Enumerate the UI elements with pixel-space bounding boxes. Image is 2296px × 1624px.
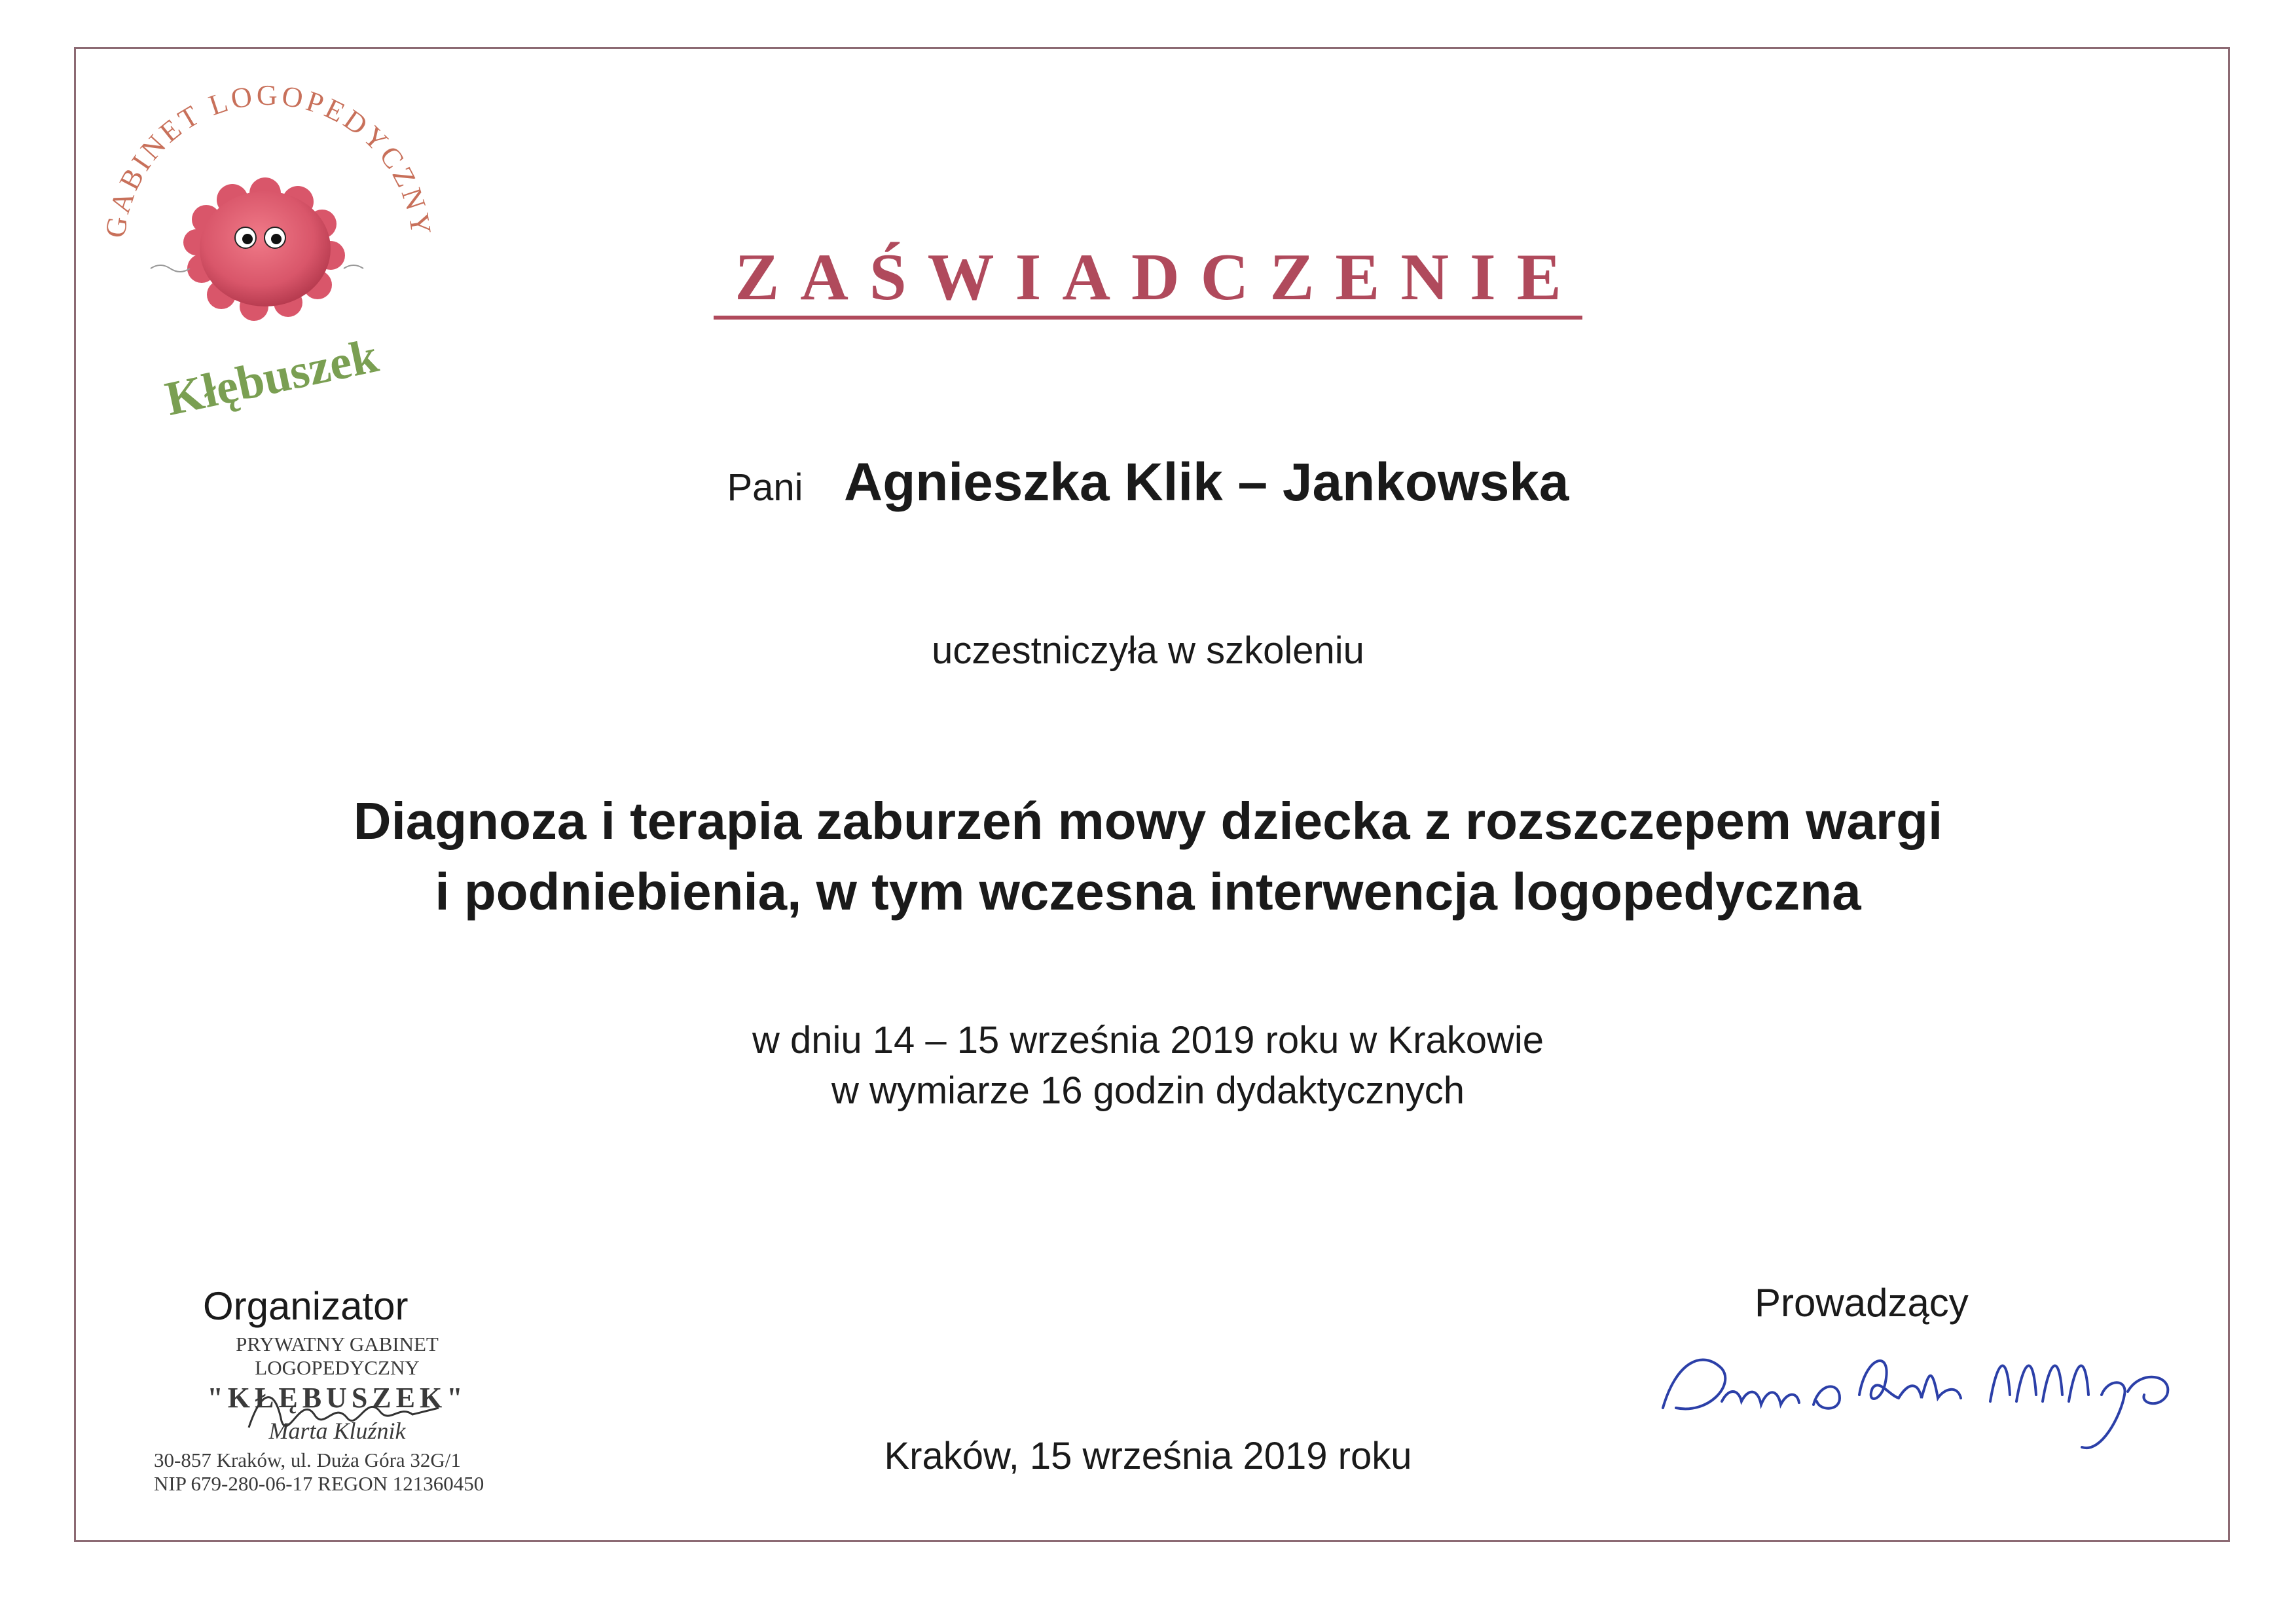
course-title-line-2: i podniebienia, w tym wczesna interwencja logopedyczna xyxy=(435,862,1861,921)
recipient-prefix: Pani xyxy=(727,466,803,509)
course-date-location: w dniu 14 – 15 września 2019 roku w Krakowie xyxy=(752,1019,1544,1061)
stamp-line-4: 30-857 Kraków, ul. Duża Góra 32G/1 xyxy=(154,1449,461,1471)
place-and-date: Kraków, 15 września 2019 roku xyxy=(884,1435,1412,1477)
organizer-label: Organizator xyxy=(203,1284,409,1328)
course-hours: w wymiarze 16 godzin dydaktycznych xyxy=(831,1069,1465,1112)
stamp-line-2: "KŁĘBUSZEK" xyxy=(207,1382,467,1414)
logo-brand-text: Kłębuszek xyxy=(160,329,383,426)
stamp-line-5: NIP 679-280-06-17 REGON 121360450 xyxy=(154,1472,484,1495)
logo-arc-text: GABINET LOGOPEDYCZNY xyxy=(99,79,438,240)
stamp-line-3: Marta Kluźnik xyxy=(268,1418,406,1444)
title-text: ZAŚWIADCZENIE xyxy=(714,240,1582,320)
course-title-line-1: Diagnoza i terapia zaburzeń mowy dziecka z rozszczepem wargi xyxy=(353,792,1943,850)
recipient-name: Agnieszka Klik – Jankowska xyxy=(844,452,1569,512)
leader-label: Prowadzący xyxy=(1755,1281,1969,1325)
stamp-line-1: PRYWATNY GABINET LOGOPEDYCZNY xyxy=(236,1333,439,1379)
page-title xyxy=(0,239,2296,316)
participation-text: uczestniczyła w szkoleniu xyxy=(932,629,1364,672)
recipient-line xyxy=(0,452,2296,513)
